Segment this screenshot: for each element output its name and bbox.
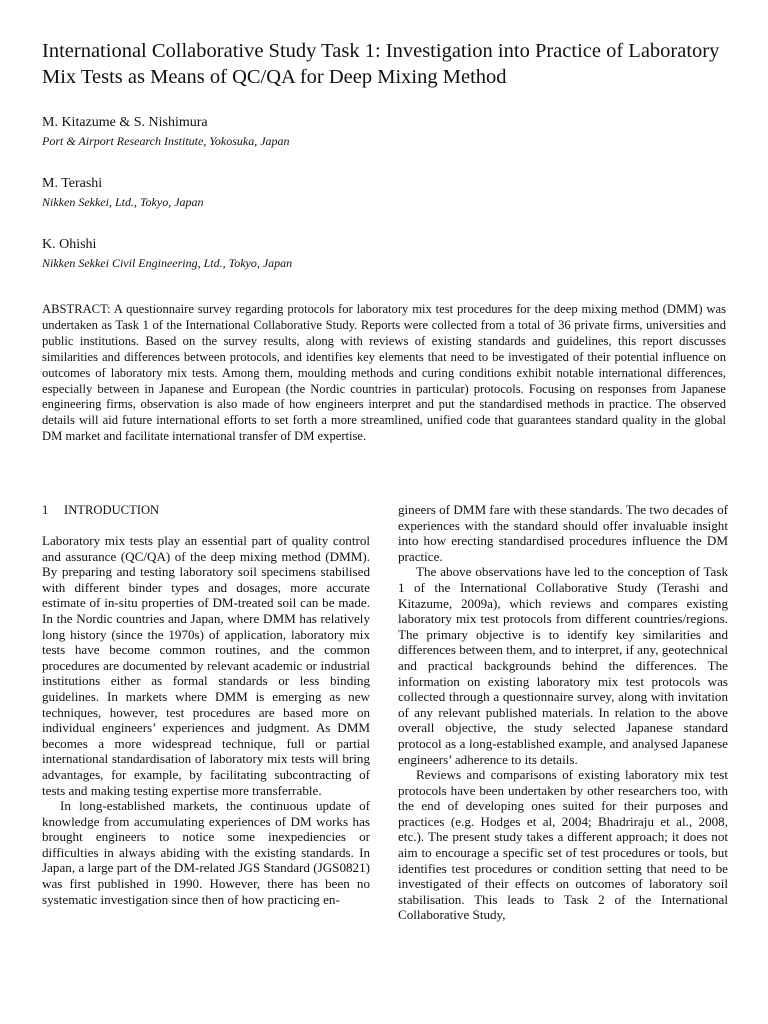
author-affiliation: Port & Airport Research Institute, Yokosuka, Japan	[42, 134, 290, 148]
section-title: INTRODUCTION	[64, 503, 160, 517]
paragraph: gineers of DMM fare with these standards. The two decades of experiences with the standard should offer invaluable insight into how erecting standardised procedures influence the DM practice.	[398, 502, 728, 564]
paragraph: In long-established markets, the continuous update of knowledge from accumulating experiences of DM works has brought engineers to notice some inexpediencies or difficulties in always abiding with the existing standards. In Japan, a large part of the DM-related JGS Standard (JGS0821) was first published in 1990. However, there has been no systematic investigation since then of how practicing en-	[42, 798, 370, 907]
right-column	[398, 502, 728, 923]
paragraph: The above observations have led to the conception of Task 1 of the International Collaborative Study (Terashi and Kitazume, 2009a), which reviews and compares existing laboratory mix test protocols from different countries/regions. The primary objective is to identify key similarities and differences between them, and to interpret, if any, geotechnical and practical backgrounds behind the differences. The information on existing laboratory mix test protocols was collected through a questionnaire survey, along with invitation of any relevant published materials. In relation to the above overall objective, the study selected Japanese standard protocol as a long-established example, and analysed Japanese engineers’ adherence to its details.	[398, 564, 728, 767]
paragraph: Laboratory mix tests play an essential part of quality control and assurance (QC/QA) of the deep mixing method (DMM). By preparing and testing laboratory soil specimens stabilised with different binder types and dosages, more accurate estimate of in-situ properties of DM-treated soil can be made. In the Nordic countries and Japan, where DMM has relatively long history (since the 1970s) of application, laboratory mix tests have become common routines, and the common procedures are documented by relevant academic or industrial institutions either as formal standards or less binding guidelines. In markets where DMM is emerging as new techniques, however, test procedures are based more on individual engineers’ experiences and judgment. As DMM becomes a more widespread technique, full or partial international standardisation of laboratory mix tests will bring advantages, for example, by facilitating subcontracting of tests and making testing expertise more transferrable.	[42, 533, 370, 798]
author-affiliation: Nikken Sekkei Civil Engineering, Ltd., Tokyo, Japan	[42, 256, 293, 270]
paper-title: International Collaborative Study Task 1: Investigation into Practice of Laboratory Mix Tests as Means of QC/QA for Deep Mixing Method	[42, 40, 720, 88]
paragraph: Reviews and comparisons of existing laboratory mix test protocols have been undertaken by other researchers too, with the end of developing ones suited for their purposes and practices (e.g. Hodges et al, 2004; Bhadriraju et al., 2008, etc.). The present study takes a different approach; it does not aim to encourage a specific set of test procedures or tools, but identifies test procedures or condition setting that need to be investigated of their effects on outcomes of laboratory soil stabilisation. This leads to Task 2 of the International Collaborative Study,	[398, 767, 728, 923]
section-heading	[42, 502, 159, 518]
author-affiliation: Nikken Sekkei, Ltd., Tokyo, Japan	[42, 195, 204, 209]
author-names: M. Kitazume & S. Nishimura	[42, 115, 208, 130]
section-number: 1	[42, 503, 49, 517]
author-names: K. Ohishi	[42, 237, 97, 252]
author-names: M. Terashi	[42, 176, 103, 191]
abstract: ABSTRACT: A questionnaire survey regarding protocols for laboratory mix test procedures for the deep mixing method (DMM) was undertaken as Task 1 of the International Collaborative Study. Reports were collected from a total of 36 private firms, universities and public institutions. Based on the survey results, along with reviews of existing standards and guidelines, this report discusses similarities and differences between protocols, and identifies key elements that need to be investigated of their potential influence on outcomes of laboratory mix tests. Among them, moulding methods and curing conditions exhibit notable international differences, especially between in Japanese and European (the Nordic countries in particular) protocols. Focusing on responses from Japanese engineering firms, observation is also made of how engineers interpret and put the standardised methods in practice. The observed details will aid future international efforts to set forth a more streamlined, unified code that guarantees standard quality in the global DM market and facilitate international transfer of DM expertise.	[42, 302, 726, 444]
left-column	[42, 533, 370, 907]
